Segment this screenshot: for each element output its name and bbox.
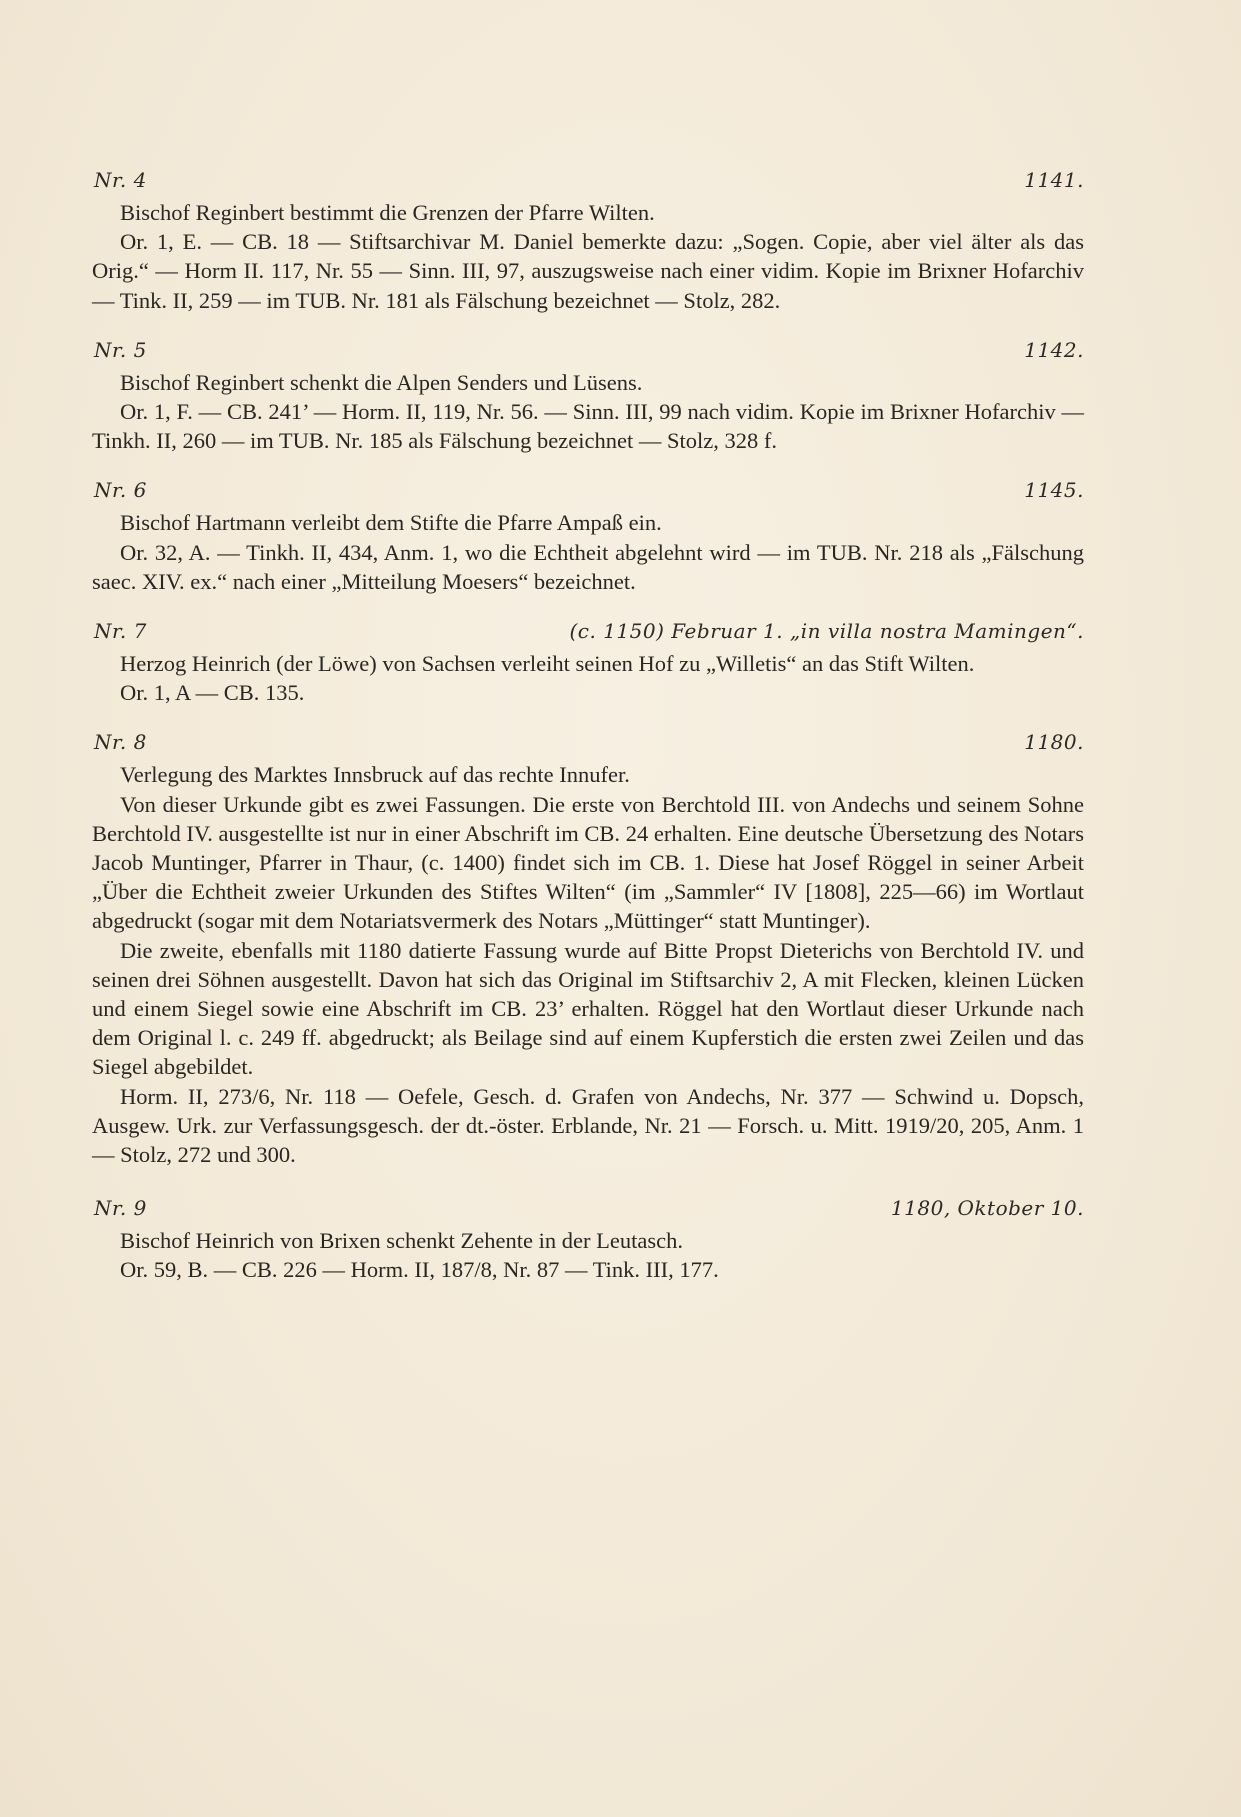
- text-column: [92, 165, 1084, 1285]
- entry-summary: Bischof Reginbert schenkt die Alpen Senders und Lüsens.: [120, 369, 643, 395]
- entry-nr-6: [92, 475, 1084, 596]
- entry-sources: Or. 59, B. — CB. 226 — Horm. II, 187/8, Nr. 87 — Tink. III, 177.: [120, 1257, 719, 1283]
- entry-paragraph: Die zweite, ebenfalls mit 1180 datierte Fassung wurde auf Bitte Propst Dieterichs von Berchtold IV. und seinen drei Söhnen ausgestellt. Davon hat sich das Original im Stiftsarchiv 2, A mit Flecken, kleinen Lücken und einem Siegel sowie eine Abschrift im CB. 23’ erhalten. Röggel hat den Wortlaut dieser Urkunde nach dem Original l. c. 249 ff. abgedruckt; als Beilage sind auf einem Kupferstich die ersten zwei Zeilen und das Siegel abgebildet.: [92, 937, 1084, 1080]
- entry-number: Nr. 9: [94, 1196, 147, 1221]
- entry-nr-5: [92, 335, 1084, 456]
- entry-summary: Bischof Reginbert bestimmt die Grenzen der Pfarre Wilten.: [120, 200, 655, 225]
- entry-summary: Herzog Heinrich (der Löwe) von Sachsen verleiht seinen Hof zu „Willetis“ an das Stift Wilten.: [120, 651, 975, 677]
- entry-header: [92, 616, 1084, 646]
- entry-date: 1180, Oktober 10.: [890, 1196, 1084, 1221]
- entry-date: 1180.: [1024, 730, 1084, 755]
- entry-number: Nr. 7: [94, 619, 147, 644]
- entry-number: Nr. 6: [94, 478, 147, 503]
- entry-sources: Or. 1, E. — CB. 18 — Stiftsarchivar M. Daniel bemerkte dazu: „Sogen. Copie, aber viel älter als das Orig.“ — Horm II. 117, Nr. 55 — Sinn. III, 97, auszugsweise nach einer vidim. Kopie im Brixner Hofarchiv — Tink. II, 259 — im TUB. Nr. 181 als Fälschung bezeichnet — Stolz, 282.: [92, 229, 1084, 313]
- entry-nr-7: [92, 616, 1084, 707]
- entry-header: [92, 475, 1084, 505]
- entry-paragraph: Von dieser Urkunde gibt es zwei Fassungen. Die erste von Berchtold III. von Andechs und seinem Sohne Berchtold IV. ausgestellte ist nur in einer Abschrift im CB. 24 erhalten. Eine deutsche Übersetzung des Notars Jacob Muntinger, Pfarrer in Thaur, (c. 1400) findet sich im CB. 1. Diese hat Josef Röggel in seiner Arbeit „Über die Echtheit zweier Urkunden des Stiftes Wilten“ (im „Sammler“ IV [1808], 225—66) im Wortlaut abgedruckt (sogar mit dem Notariatsvermerk des Notars „Müttinger“ statt Muntinger).: [92, 791, 1084, 934]
- entry-sources: Or. 1, A — CB. 135.: [120, 680, 305, 706]
- entry-summary: Bischof Hartmann verleibt dem Stifte die Pfarre Ampaß ein.: [120, 510, 662, 536]
- entry-date: 1142.: [1024, 337, 1084, 362]
- entry-number: Nr. 4: [94, 168, 147, 192]
- entry-header: [92, 727, 1084, 757]
- entry-sources: Or. 1, F. — CB. 241’ — Horm. II, 119, Nr. 56. — Sinn. III, 99 nach vidim. Kopie im Brixner Hofarchiv — Tinkh. II, 260 — im TUB. Nr. 185 als Fälschung bezeichnet — Stolz, 328 f.: [92, 399, 1084, 454]
- entry-nr-8: [92, 727, 1084, 1169]
- entry-header: [92, 165, 1084, 195]
- entry-date: 1145.: [1024, 478, 1084, 503]
- entry-summary: Bischof Heinrich von Brixen schenkt Zehente in der Leutasch.: [120, 1228, 683, 1254]
- entry-header: [92, 335, 1084, 365]
- entry-summary: Verlegung des Marktes Innsbruck auf das rechte Innufer.: [120, 762, 630, 788]
- entry-header: [92, 1193, 1084, 1223]
- entry-date: (c. 1150) Februar 1. „in villa nostra Mamingen“.: [569, 619, 1084, 644]
- entry-sources: Horm. II, 273/6, Nr. 118 — Oefele, Gesch. d. Grafen von Andechs, Nr. 377 — Schwind u. Dopsch, Ausgew. Urk. zur Verfassungsgesch. der dt.-öster. Erblande, Nr. 21 — Forsch. u. Mitt. 1919/20, 205, Anm. 1 — Stolz, 272 und 300.: [92, 1083, 1084, 1168]
- entry-date: 1141.: [1024, 168, 1084, 192]
- entry-nr-4: [92, 165, 1084, 315]
- entry-number: Nr. 5: [94, 337, 147, 362]
- entry-nr-9: [92, 1193, 1084, 1284]
- entry-sources: Or. 32, A. — Tinkh. II, 434, Anm. 1, wo die Echtheit abgelehnt wird — im TUB. Nr. 218 als „Fälschung saec. XIV. ex.“ nach einer „Mitteilung Moesers“ bezeichnet.: [92, 539, 1084, 594]
- entry-number: Nr. 8: [94, 730, 147, 755]
